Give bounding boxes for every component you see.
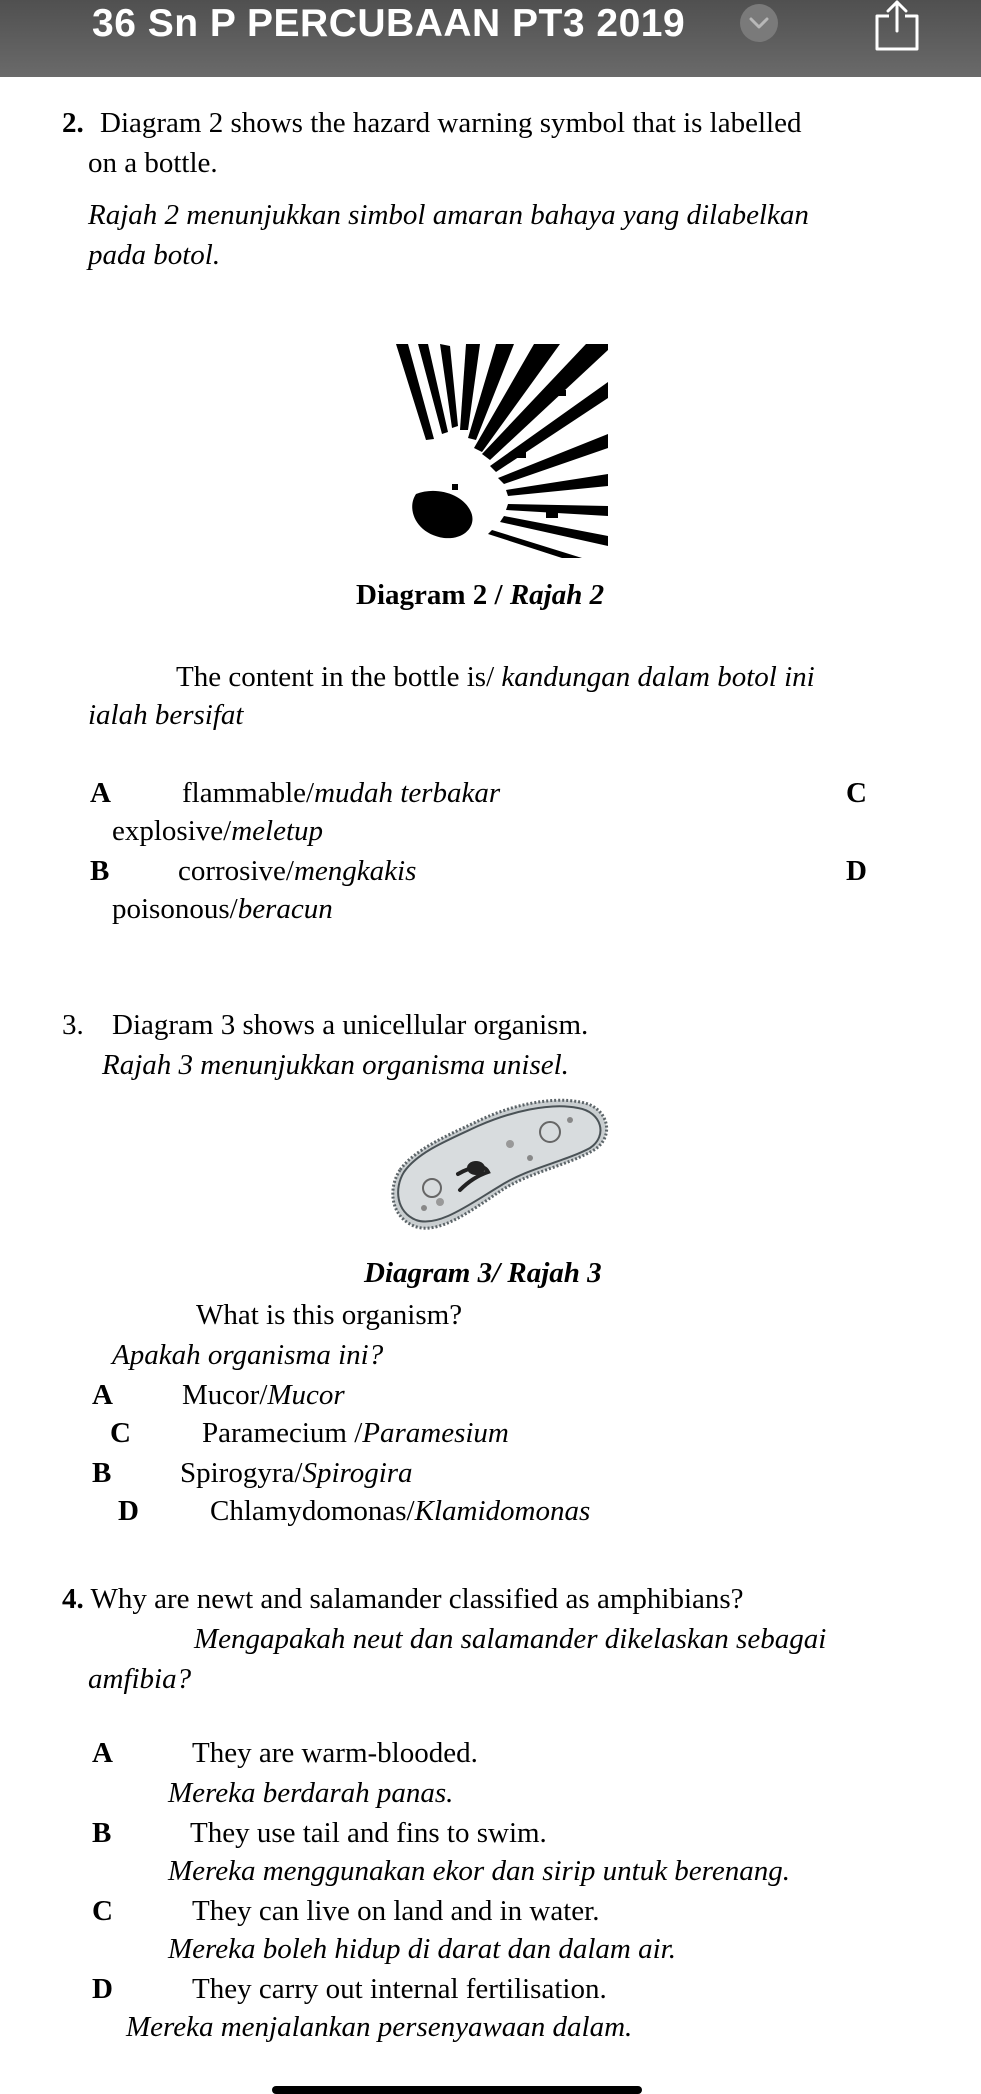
q2-stem-en-line1: Diagram 2 shows the hazard warning symbol that is labelled [100, 107, 802, 139]
q3-number: 3. [62, 1009, 84, 1041]
q3-option-d-text[interactable]: Chlamydomonas/Klamidomonas [210, 1495, 591, 1527]
explosive-hazard-symbol [396, 344, 608, 558]
q3-question-en: What is this organism? [196, 1299, 463, 1331]
q2-option-c-letter[interactable]: C [846, 777, 867, 809]
q2-option-b-letter[interactable]: B [90, 855, 110, 887]
q3-option-a-letter[interactable]: A [92, 1379, 113, 1411]
q2-number: 2. [62, 107, 84, 139]
q4-option-d-ms[interactable]: Mereka menjalankan persenyawaan dalam. [126, 2011, 633, 2043]
q2-stem-ms-line2: pada botol. [88, 239, 221, 271]
q4-stem-ms-line2: amfibia? [88, 1663, 192, 1695]
q4-option-b-ms[interactable]: Mereka menggunakan ekor dan sirip untuk berenang. [168, 1855, 791, 1887]
q4-option-d-letter[interactable]: D [92, 1973, 113, 2005]
q4-stem-en: 4. Why are newt and salamander classified as amphibians? [62, 1583, 744, 1615]
q3-caption: Diagram 3/ Rajah 3 [364, 1257, 602, 1289]
q3-option-a-text[interactable]: Mucor/Mucor [182, 1379, 345, 1411]
q2-option-d-letter[interactable]: D [846, 855, 867, 887]
q4-option-b-en[interactable]: They use tail and fins to swim. [190, 1817, 547, 1849]
q4-option-a-ms[interactable]: Mereka berdarah panas. [168, 1777, 454, 1809]
paramecium-image [380, 1092, 616, 1240]
q2-stem-en-line2: on a bottle. [88, 147, 218, 179]
q4-option-a-letter[interactable]: A [92, 1737, 113, 1769]
q2-option-c-text[interactable]: explosive/meletup [112, 815, 324, 847]
q4-option-b-letter[interactable]: B [92, 1817, 112, 1849]
chevron-down-icon[interactable] [740, 4, 778, 42]
share-icon[interactable] [872, 0, 922, 52]
q4-option-c-ms[interactable]: Mereka boleh hidup di darat dan dalam air. [168, 1933, 676, 1965]
q4-option-c-letter[interactable]: C [92, 1895, 113, 1927]
q4-option-a-en[interactable]: They are warm-blooded. [192, 1737, 478, 1769]
q4-stem-ms-line1: Mengapakah neut dan salamander dikelaskan sebagai [194, 1623, 827, 1655]
q2-option-a-letter[interactable]: A [90, 777, 111, 809]
q2-stem-ms-line1: Rajah 2 menunjukkan simbol amaran bahaya yang dilabelkan [88, 199, 809, 231]
home-indicator[interactable] [272, 2086, 642, 2094]
q2-option-d-text[interactable]: poisonous/beracun [112, 893, 333, 925]
document-title: 36 Sn P PERCUBAAN PT3 2019 [92, 2, 686, 45]
q2-option-a-text[interactable]: flammable/mudah terbakar [182, 777, 501, 809]
q4-option-c-en[interactable]: They can live on land and in water. [192, 1895, 600, 1927]
q2-prompt-line2: ialah bersifat [88, 699, 244, 731]
q3-question-ms: Apakah organisma ini? [112, 1339, 384, 1371]
q2-prompt-line1: The content in the bottle is/ kandungan dalam botol ini [176, 661, 815, 693]
q3-stem-ms: Rajah 3 menunjukkan organisma unisel. [102, 1049, 569, 1081]
q4-option-d-en[interactable]: They carry out internal fertilisation. [192, 1973, 607, 2005]
q2-option-b-text[interactable]: corrosive/mengkakis [178, 855, 417, 887]
q2-caption: Diagram 2 / Rajah 2 [356, 579, 605, 611]
q3-option-c-text[interactable]: Paramecium /Paramesium [202, 1417, 509, 1449]
title-bar [0, 0, 981, 77]
q3-option-b-letter[interactable]: B [92, 1457, 112, 1489]
q3-option-d-letter[interactable]: D [118, 1495, 139, 1527]
q3-stem-en: Diagram 3 shows a unicellular organism. [112, 1009, 589, 1041]
q3-option-b-text[interactable]: Spirogyra/Spirogira [180, 1457, 413, 1489]
q3-option-c-letter[interactable]: C [110, 1417, 131, 1449]
